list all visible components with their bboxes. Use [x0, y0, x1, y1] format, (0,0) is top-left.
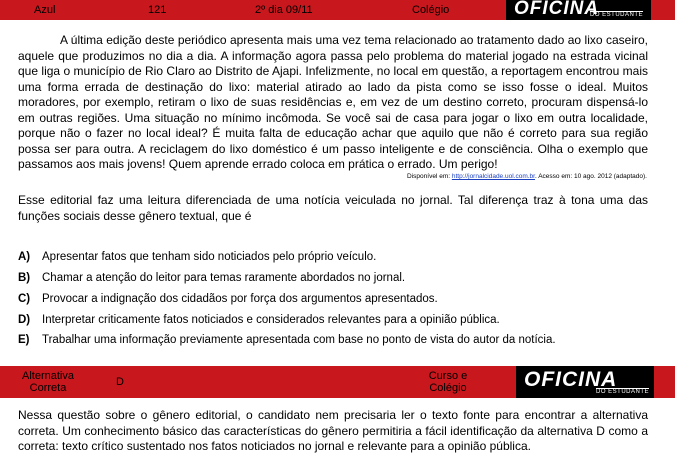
option-b: [18, 271, 405, 285]
option-letter: E): [18, 334, 30, 346]
source-suffix: . Acesso em: 10 ago. 2012 (adaptado).: [534, 173, 647, 180]
header-school: Colégio: [412, 4, 450, 16]
header-number: 121: [148, 4, 167, 16]
oficina-logo-bottom: [516, 366, 654, 398]
option-text: Apresentar fatos que tenham sido noticiados pelo próprio veículo.: [42, 251, 377, 263]
option-e: [18, 333, 556, 347]
option-letter: D): [18, 314, 31, 326]
logo-brand: OFICINA: [524, 368, 618, 391]
option-c: [18, 292, 438, 306]
answer-label: Alternativa Correta: [22, 370, 74, 394]
answer-value: D: [116, 376, 124, 388]
source-prefix: Disponível em:: [407, 173, 451, 180]
option-text: Chamar a atenção do leitor para temas raramente abordados no jornal.: [42, 272, 406, 284]
explanation-text: Nessa questão sobre o gênero editorial, o candidato nem precisaria ler o texto fonte para encontrar a alternativa correta. Um conhecimento básico das características do gênero permitiria a fácil identificação da alternativa D como a correta: texto crítico sustentado nos fatos noticiados no jornal e relevante para a opinião pública.: [18, 408, 648, 453]
header-day: 2º dia 09/11: [255, 4, 313, 16]
option-d: [18, 313, 500, 327]
option-letter: A): [18, 251, 31, 263]
passage-text: A última edição deste periódico apresenta mais uma vez tema relacionado ao tratamento dado ao lixo caseiro, aquele que produzimos no dia a dia. A informação agora passa pelo problema do material jogado na estrada vicinal que liga o município de Rio Claro ao Distrito de Ajapi. Infelizmente, no local em questão, a reportagem encontrou mais uma forma errada de destinação do lixo: material atirado ao lado da pista como se isso fosse o ideal. Muitos moradores, por exemplo, retiram o lixo de suas residências e, em vez de um destino correto, procuram dispensá-lo em outras regiões. Uma situação no mínimo incômoda. Se você sai de casa para jogar o lixo em outra localidade, porque não o fazer no local ideal? É muita falta de educação achar que aquilo que não é correto para sua região possa ser para outra. A reciclagem do lixo doméstico é um passo inteligente e de consciência. Olha o exemplo que passamos aos mais jovens! Quem aprende errado coloca em prática o errado. Um perigo!: [18, 33, 648, 171]
header-color: Azul: [34, 4, 56, 16]
option-letter: C): [18, 293, 31, 305]
source-link[interactable]: http://jornalcidade.uol.com.br: [451, 173, 535, 180]
source-citation: [407, 173, 647, 180]
option-text: Trabalhar uma informação previamente apresentada com base no ponto de vista do autor da notícia.: [42, 334, 556, 346]
course-label: Curso e Colégio: [428, 370, 468, 394]
logo-subtitle: DO ESTUDANTE: [596, 389, 650, 395]
option-letter: B): [18, 272, 31, 284]
question-text: Esse editorial faz uma leitura diferenciada de uma notícia veiculada no jornal. Tal diferença traz à tona uma das funções sociais desse gênero textual, que é: [18, 193, 648, 223]
logo-subtitle: DO ESTUDANTE: [590, 12, 644, 18]
logo-brand: OFICINA: [514, 0, 600, 19]
option-text: Provocar a indignação dos cidadãos por força dos argumentos apresentados.: [42, 293, 438, 305]
option-text: Interpretar criticamente fatos noticiados e considerados relevantes para a opinião pública.: [42, 314, 500, 326]
oficina-logo-top: [506, 0, 651, 20]
option-a: [18, 250, 376, 264]
